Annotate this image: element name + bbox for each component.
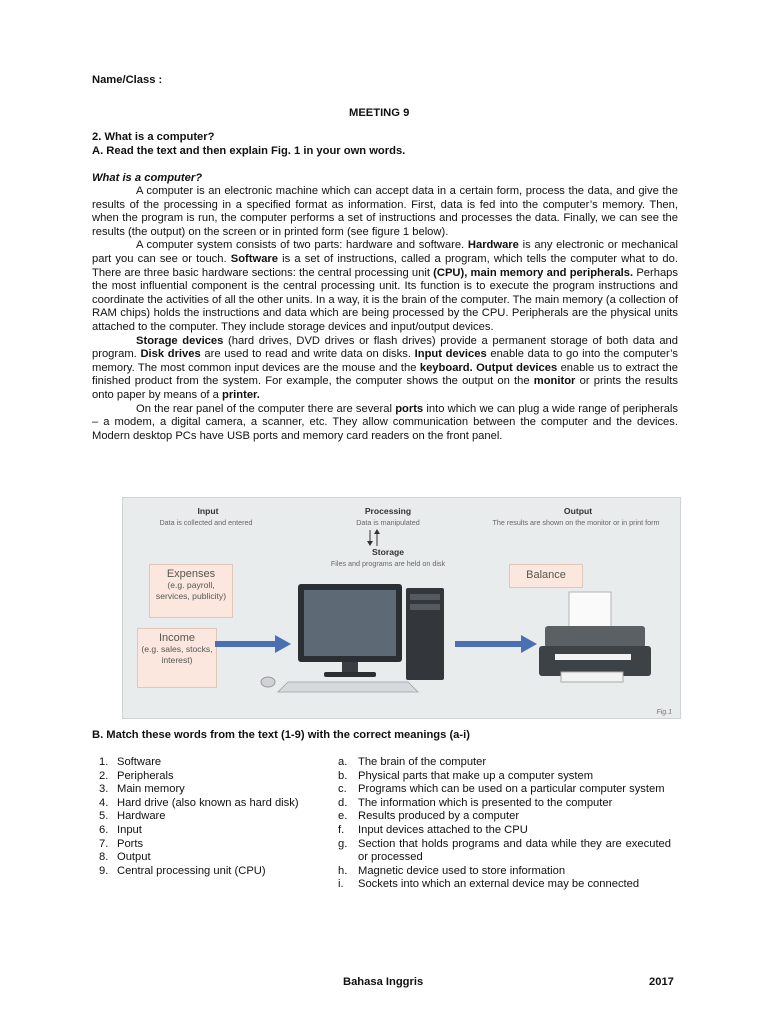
meaning-item-text: Input devices attached to the CPU <box>358 823 528 836</box>
figure-label: Fig.1 <box>656 709 672 716</box>
question-heading: 2. What is a computer? <box>92 131 215 143</box>
meaning-item <box>338 878 671 892</box>
balance-title: Balance <box>526 569 566 581</box>
word-item-marker: 8. <box>99 851 109 864</box>
meaning-item <box>338 770 671 784</box>
instruction-b: B. Match these words from the text (1-9) with the correct meanings (a-i) <box>92 729 470 741</box>
word-item-text: Main memory <box>117 783 185 796</box>
word-item <box>99 824 329 838</box>
word-item-text: Software <box>117 756 162 768</box>
word-item <box>99 810 329 824</box>
meaning-item-marker: c. <box>338 783 347 796</box>
meaning-item <box>338 838 671 865</box>
footer-subject: Bahasa Inggris <box>343 976 424 988</box>
word-item-marker: 9. <box>99 864 109 877</box>
word-item-text: Ports <box>117 837 144 850</box>
input-title: Input <box>197 506 219 516</box>
word-item-text: Input <box>117 823 142 836</box>
word-item-marker: 6. <box>99 823 109 836</box>
meaning-item-marker: a. <box>338 756 348 768</box>
meaning-item-marker: d. <box>338 796 348 809</box>
meaning-item-text: The brain of the computer <box>358 756 487 768</box>
processing-title: Processing <box>364 506 412 516</box>
meaning-item-text: Programs which can be used on a particular computer system <box>358 783 665 796</box>
input-subtitle: Data is collected and entered <box>159 518 253 527</box>
meaning-item-text: Physical parts that make up a computer system <box>358 769 594 782</box>
output-subtitle: The results are shown on the monitor or in print form <box>492 518 660 527</box>
meaning-item-text: The information which is presented to the computer <box>358 796 613 809</box>
income-examples: (e.g. sales, stocks, interest) <box>141 644 213 665</box>
figure-1 <box>122 497 681 719</box>
meaning-item-text: Section that holds programs and data while they are executed or processed <box>358 837 671 864</box>
expenses-title: Expenses <box>166 568 216 580</box>
computer-illustration <box>258 578 458 698</box>
meaning-item <box>338 756 671 770</box>
expenses-box <box>149 564 233 618</box>
paragraph-1: A computer is an electronic machine which can accept data in a certain form, process the data, and give the results of the processing in a specified format as information. First, data is fed into the computer’s memory. Then, when the program is run, the computer performs a set of instructions and processes the data. Finally, we can see the results (the output) on the screen or in printed form (see figure 1 below). <box>92 185 678 238</box>
meaning-item-text: Sockets into which an external device may be connected <box>358 878 640 891</box>
meaning-item <box>338 810 671 824</box>
instruction-a: A. Read the text and then explain Fig. 1 in your own words. <box>92 145 406 157</box>
meaning-item-text: Results produced by a computer <box>358 810 520 823</box>
processing-subtitle: Data is manipulated <box>356 518 420 527</box>
paragraph-4: On the rear panel of the computer there are several ports into which we can plug a wide range of peripherals – a modem, a digital camera, a scanner, etc. They allow communication between the computer and the devices. Modern desktop PCs have USB ports and memory card readers on the front panel. <box>92 402 678 442</box>
output-title: Output <box>563 506 593 516</box>
reading-text <box>92 185 678 443</box>
word-item-text: Hardware <box>117 810 166 823</box>
word-item-marker: 2. <box>99 769 109 782</box>
word-item-text: Hard drive (also known as hard disk) <box>117 796 299 809</box>
income-title: Income <box>158 632 196 644</box>
storage-title: Storage <box>372 547 404 557</box>
word-item <box>99 770 329 784</box>
meaning-item <box>338 865 671 879</box>
footer-year: 2017 <box>649 976 674 988</box>
balance-box <box>509 564 583 588</box>
storage-arrows-icon <box>361 528 391 548</box>
output-arrow-icon <box>455 634 539 654</box>
word-item <box>99 838 329 852</box>
meanings-list <box>338 756 671 892</box>
meaning-item-marker: h. <box>338 864 348 877</box>
word-item-text: Peripherals <box>117 769 174 782</box>
section-subtitle: What is a computer? <box>92 172 203 184</box>
meaning-item <box>338 783 671 797</box>
name-class-label: Name/Class : <box>92 74 163 86</box>
word-item-marker: 5. <box>99 810 109 823</box>
word-item <box>99 783 329 797</box>
word-item-marker: 7. <box>99 837 109 850</box>
words-list <box>99 756 329 878</box>
storage-subtitle: Files and programs are held on disk <box>330 559 446 568</box>
paragraph-2: A computer system consists of two parts: hardware and software. Hardware is any electronic or mechanical part you can see or touch. Software is a set of instructions, called a program, which tells the computer what to do. There are three basic hardware sections: the central processing unit (CPU), main memory and peripherals. Perhaps the most influential component is the central processing unit. Its function is to execute the program instructions and coordinate the activities of all the other units. In a way, it is the brain of the computer. The main memory (a collection of RAM chips) holds the instructions and data which are being processed by the CPU. Peripherals are the physical units attached to the computer. They include storage devices and input/output devices. <box>92 239 679 333</box>
meaning-item <box>338 797 671 811</box>
paragraph-3: Storage devices (hard drives, DVD drives or flash drives) provide a permanent storage of both data and program. Disk drives are used to read and write data on disks. Input devices enable data to go into the computer’s memory. The most common input devices are the mouse and the keyboard. Output devices enable us to extract the finished product from the system. For example, the computer shows the output on the monitor or prints the results onto paper by means of a printer. <box>92 334 679 401</box>
word-item-marker: 1. <box>99 756 109 768</box>
word-item-text: Output <box>117 851 151 864</box>
meaning-item-marker: f. <box>338 823 345 836</box>
word-item <box>99 865 329 879</box>
word-item <box>99 797 329 811</box>
printer-illustration <box>535 588 655 688</box>
word-item <box>99 756 329 770</box>
expenses-examples: (e.g. payroll, services, publicity) <box>155 580 227 601</box>
word-item-text: Central processing unit (CPU) <box>117 864 266 877</box>
meaning-item-marker: g. <box>338 837 348 850</box>
meaning-item-marker: i. <box>338 878 344 891</box>
word-item-marker: 4. <box>99 796 109 809</box>
word-item <box>99 851 329 865</box>
meaning-item <box>338 824 671 838</box>
income-box <box>137 628 217 688</box>
meaning-item-marker: b. <box>338 769 348 782</box>
meaning-item-text: Magnetic device used to store information <box>358 864 566 877</box>
meeting-title: MEETING 9 <box>349 107 410 119</box>
word-item-marker: 3. <box>99 783 109 796</box>
meaning-item-marker: e. <box>338 810 348 823</box>
